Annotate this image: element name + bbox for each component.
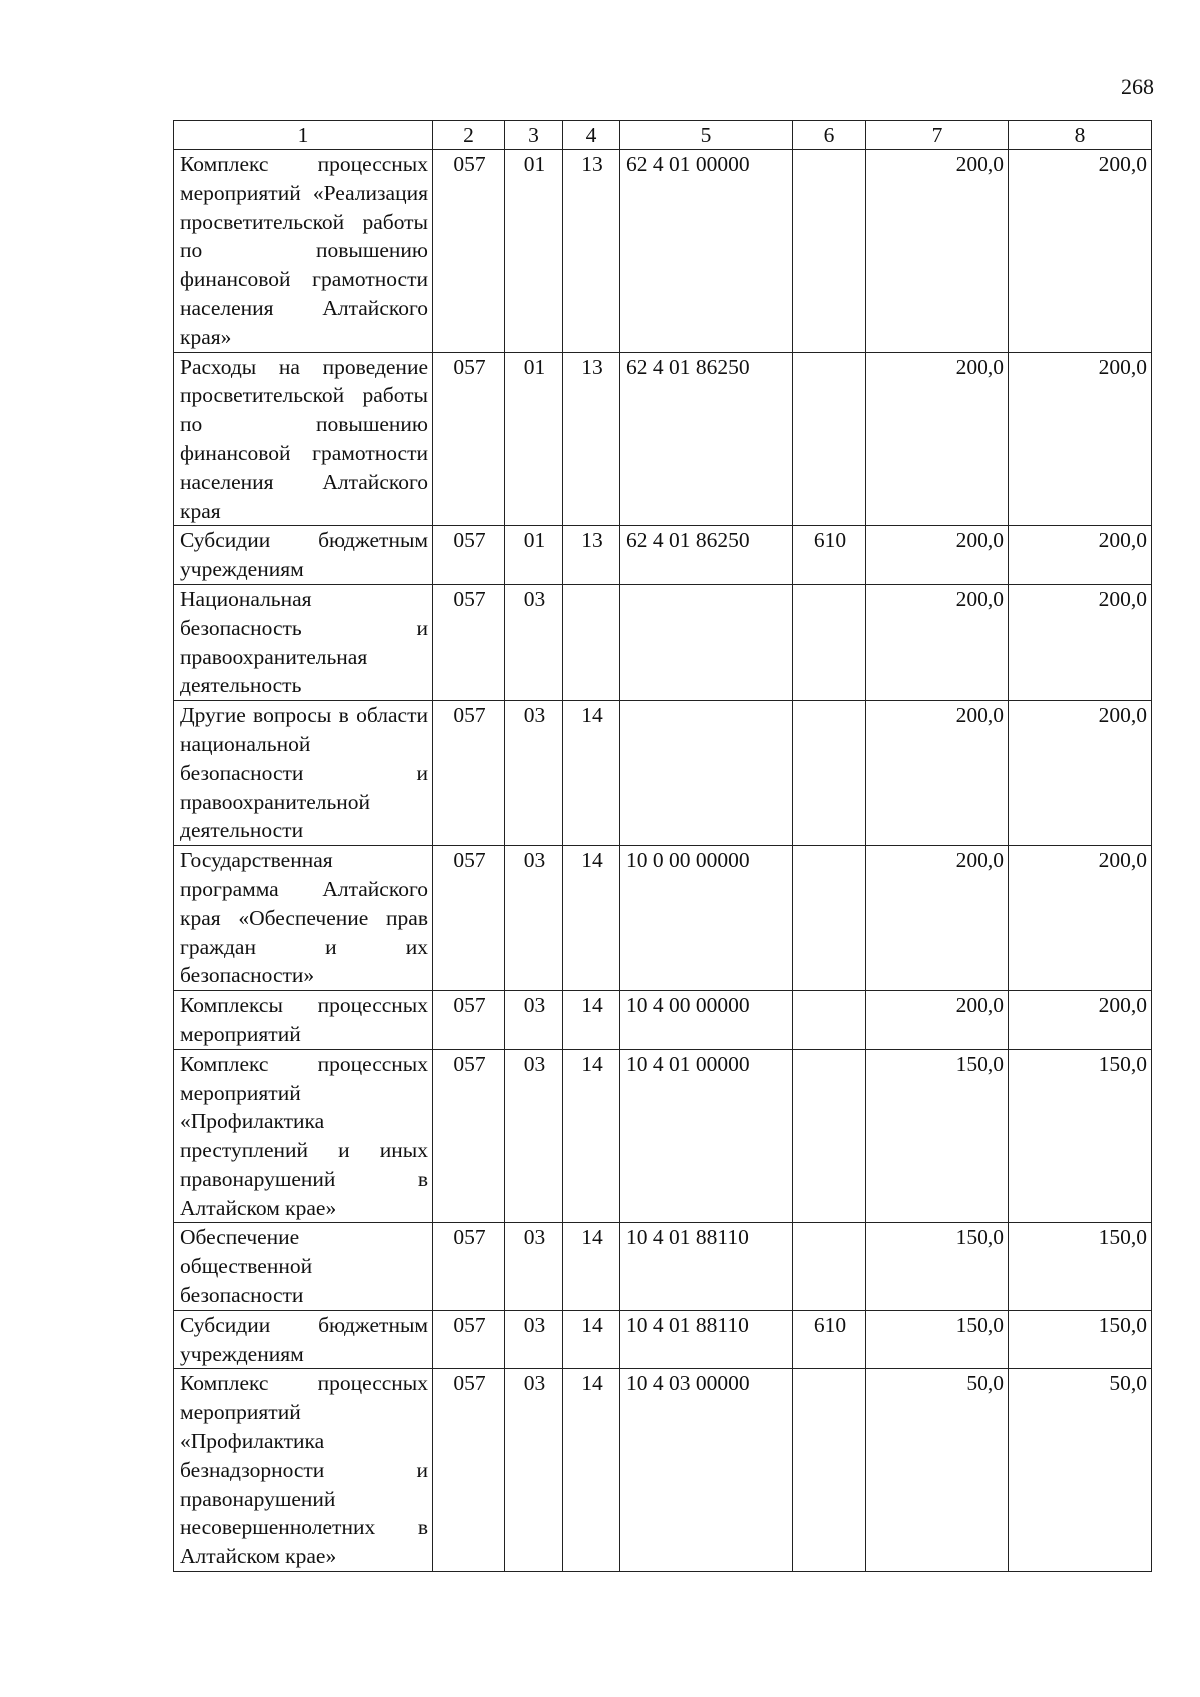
table-row [174,846,1152,991]
ministry-code-cell: 057 [433,1223,505,1310]
expense-type-cell [793,584,866,700]
target-article-cell: 10 0 00 00000 [620,846,793,991]
section-cell: 03 [505,1223,563,1310]
row-name-cell: Комплекс процессных мероприятий «Профилактика преступлений и иных правонарушений в Алтайском крае» [174,1049,433,1223]
amount-cell: 150,0 [866,1049,1009,1223]
header-cell: 2 [433,121,505,150]
subsection-cell: 13 [563,150,620,353]
table-row [174,1310,1152,1369]
amount-cell: 200,0 [1009,584,1152,700]
amount-cell: 200,0 [1009,701,1152,846]
amount-cell: 200,0 [1009,150,1152,353]
section-cell: 01 [505,526,563,585]
amount-cell: 200,0 [1009,846,1152,991]
expense-type-cell [793,991,866,1050]
table-row [174,584,1152,700]
row-name-cell: Комплекс процессных мероприятий «Реализация просветительской работы по повышению финансовой грамотности населения Алтайского края» [174,150,433,353]
expense-type-cell [793,1223,866,1310]
row-name-cell: Комплексы процессных мероприятий [174,991,433,1050]
subsection-cell: 14 [563,1310,620,1369]
section-cell: 01 [505,352,563,526]
amount-cell: 150,0 [866,1310,1009,1369]
ministry-code-cell: 057 [433,991,505,1050]
target-article-cell: 10 4 01 00000 [620,1049,793,1223]
ministry-code-cell: 057 [433,846,505,991]
subsection-cell: 13 [563,526,620,585]
row-name-cell: Государственная программа Алтайского края «Обеспечение прав граждан и их безопасности» [174,846,433,991]
table-row [174,1369,1152,1572]
expense-type-cell [793,1049,866,1223]
ministry-code-cell: 057 [433,701,505,846]
ministry-code-cell: 057 [433,1310,505,1369]
expense-type-cell [793,846,866,991]
subsection-cell: 14 [563,701,620,846]
table-row [174,1223,1152,1310]
subsection-cell: 14 [563,1223,620,1310]
budget-table [173,120,1152,1572]
subsection-cell [563,584,620,700]
table-row [174,701,1152,846]
amount-cell: 200,0 [866,991,1009,1050]
table-row [174,352,1152,526]
expense-type-cell [793,1369,866,1572]
amount-cell: 200,0 [1009,991,1152,1050]
section-cell: 03 [505,1310,563,1369]
expense-type-cell [793,352,866,526]
row-name-cell: Другие вопросы в области национальной безопасности и правоохранительной деятельности [174,701,433,846]
amount-cell: 200,0 [866,526,1009,585]
target-article-cell: 10 4 00 00000 [620,991,793,1050]
section-cell: 03 [505,991,563,1050]
header-row [174,121,1152,150]
target-article-cell [620,701,793,846]
subsection-cell: 14 [563,1049,620,1223]
table-row [174,526,1152,585]
target-article-cell: 10 4 01 88110 [620,1310,793,1369]
amount-cell: 200,0 [866,150,1009,353]
row-name-cell: Обеспечение общественной безопасности [174,1223,433,1310]
table-row [174,991,1152,1050]
header-cell: 6 [793,121,866,150]
target-article-cell: 62 4 01 86250 [620,352,793,526]
amount-cell: 150,0 [1009,1310,1152,1369]
ministry-code-cell: 057 [433,526,505,585]
header-cell: 4 [563,121,620,150]
table-body [174,150,1152,1572]
section-cell: 03 [505,584,563,700]
row-name-cell: Национальная безопасность и правоохранительная деятельность [174,584,433,700]
amount-cell: 200,0 [1009,526,1152,585]
header-cell: 8 [1009,121,1152,150]
table-row [174,1049,1152,1223]
amount-cell: 200,0 [1009,352,1152,526]
amount-cell: 150,0 [1009,1049,1152,1223]
target-article-cell: 10 4 01 88110 [620,1223,793,1310]
expense-type-cell: 610 [793,1310,866,1369]
row-name-cell: Комплекс процессных мероприятий «Профилактика безнадзорности и правонарушений несовершеннолетних в Алтайском крае» [174,1369,433,1572]
header-cell: 1 [174,121,433,150]
target-article-cell: 62 4 01 86250 [620,526,793,585]
target-article-cell [620,584,793,700]
target-article-cell: 10 4 03 00000 [620,1369,793,1572]
amount-cell: 200,0 [866,846,1009,991]
amount-cell: 200,0 [866,352,1009,526]
page-number: 268 [1121,74,1154,99]
table-header [174,121,1152,150]
table-row [174,150,1152,353]
section-cell: 03 [505,1049,563,1223]
amount-cell: 50,0 [866,1369,1009,1572]
header-cell: 7 [866,121,1009,150]
ministry-code-cell: 057 [433,352,505,526]
amount-cell: 200,0 [866,701,1009,846]
header-cell: 3 [505,121,563,150]
row-name-cell: Субсидии бюджетным учреждениям [174,526,433,585]
ministry-code-cell: 057 [433,1049,505,1223]
section-cell: 01 [505,150,563,353]
expense-type-cell [793,701,866,846]
section-cell: 03 [505,1369,563,1572]
expense-type-cell [793,150,866,353]
header-cell: 5 [620,121,793,150]
subsection-cell: 14 [563,1369,620,1572]
target-article-cell: 62 4 01 00000 [620,150,793,353]
ministry-code-cell: 057 [433,584,505,700]
ministry-code-cell: 057 [433,150,505,353]
amount-cell: 150,0 [1009,1223,1152,1310]
expense-type-cell: 610 [793,526,866,585]
row-name-cell: Субсидии бюджетным учреждениям [174,1310,433,1369]
section-cell: 03 [505,701,563,846]
row-name-cell: Расходы на проведение просветительской работы по повышению финансовой грамотности населения Алтайского края [174,352,433,526]
subsection-cell: 14 [563,846,620,991]
section-cell: 03 [505,846,563,991]
amount-cell: 50,0 [1009,1369,1152,1572]
subsection-cell: 13 [563,352,620,526]
amount-cell: 200,0 [866,584,1009,700]
amount-cell: 150,0 [866,1223,1009,1310]
subsection-cell: 14 [563,991,620,1050]
ministry-code-cell: 057 [433,1369,505,1572]
